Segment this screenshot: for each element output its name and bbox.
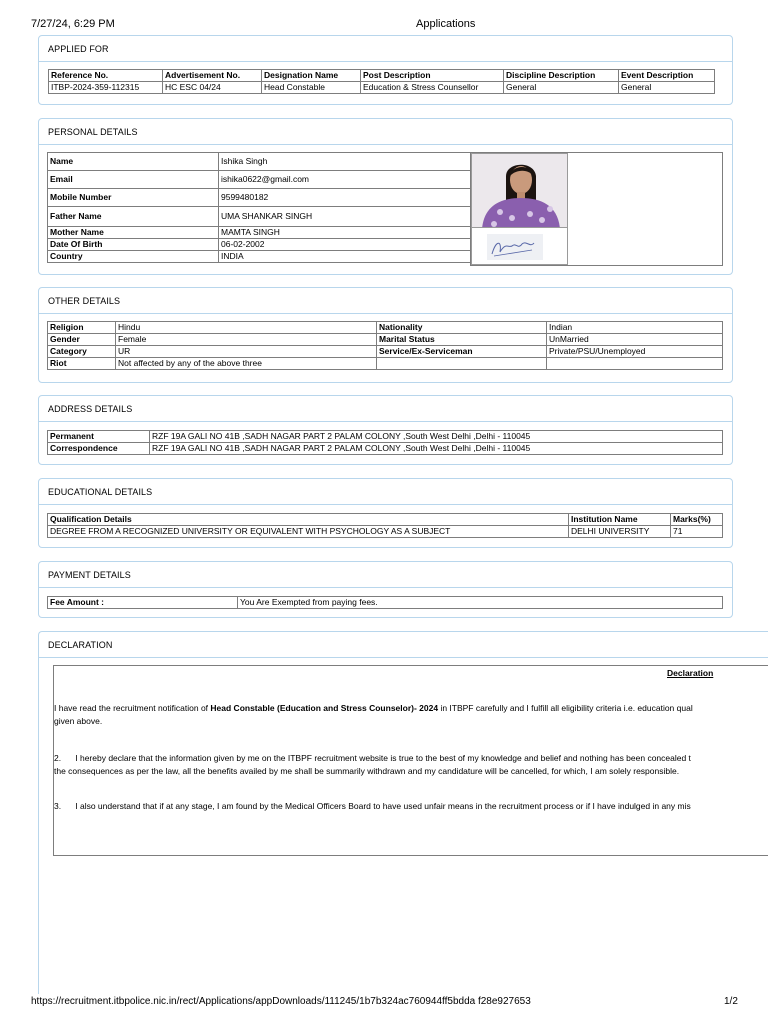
table-row bbox=[48, 251, 471, 263]
page-title: Applications bbox=[416, 18, 476, 30]
marks-header: Marks(%) bbox=[671, 514, 723, 526]
applied-for-heading: APPLIED FOR bbox=[39, 36, 732, 62]
payment-details-panel bbox=[38, 561, 733, 618]
correspondence-address-value: RZF 19A GALI NO 41B ,SADH NAGAR PART 2 PALAM COLONY ,South West Delhi ,Delhi - 110045 bbox=[150, 443, 723, 455]
mother-name-label: Mother Name bbox=[48, 227, 219, 239]
address-details-table bbox=[47, 430, 723, 455]
table-row bbox=[48, 153, 471, 171]
other-details-table bbox=[47, 321, 723, 370]
table-cell: Education & Stress Counsellor bbox=[361, 82, 504, 94]
declaration-text: I have read the recruitment notification of bbox=[54, 703, 211, 713]
signature-image bbox=[472, 228, 569, 266]
table-row bbox=[48, 171, 471, 189]
nationality-label: Nationality bbox=[377, 322, 547, 334]
table-row bbox=[48, 443, 723, 455]
gender-value: Female bbox=[116, 334, 377, 346]
declaration-box bbox=[53, 665, 768, 856]
permanent-address-value: RZF 19A GALI NO 41B ,SADH NAGAR PART 2 PALAM COLONY ,South West Delhi ,Delhi - 110045 bbox=[150, 431, 723, 443]
declaration-paragraph-2: 2. I hereby declare that the information given by me on the ITBPF recruitment website is true to the best of my knowledge and belief and nothing has been concealed t bbox=[54, 753, 691, 763]
table-row bbox=[48, 431, 723, 443]
institution-header: Institution Name bbox=[569, 514, 671, 526]
page-number: 1/2 bbox=[724, 996, 738, 1007]
nationality-value: Indian bbox=[547, 322, 723, 334]
empty-cell bbox=[547, 358, 723, 370]
name-label: Name bbox=[48, 153, 219, 171]
column-header: Reference No. bbox=[49, 70, 163, 82]
column-header: Event Description bbox=[619, 70, 715, 82]
qualification-header: Qualification Details bbox=[48, 514, 569, 526]
permanent-address-label: Permanent bbox=[48, 431, 150, 443]
religion-value: Hindu bbox=[116, 322, 377, 334]
column-header: Advertisement No. bbox=[163, 70, 262, 82]
table-cell: General bbox=[504, 82, 619, 94]
table-row bbox=[48, 358, 723, 370]
table-row bbox=[48, 334, 723, 346]
religion-label: Religion bbox=[48, 322, 116, 334]
category-value: UR bbox=[116, 346, 377, 358]
table-row bbox=[48, 207, 471, 227]
marital-status-value: UnMarried bbox=[547, 334, 723, 346]
applicant-photo-image bbox=[472, 154, 568, 228]
declaration-paragraph-1-cont: given above. bbox=[54, 716, 103, 726]
service-label: Service/Ex-Serviceman bbox=[377, 346, 547, 358]
marital-status-label: Marital Status bbox=[377, 334, 547, 346]
fee-amount-label: Fee Amount : bbox=[48, 597, 238, 609]
name-value: Ishika Singh bbox=[219, 153, 471, 171]
declaration-paragraph-1 bbox=[54, 702, 768, 715]
address-details-heading: ADDRESS DETAILS bbox=[39, 396, 732, 422]
print-date: 7/27/24, 6:29 PM bbox=[31, 18, 115, 30]
declaration-paragraph-2-cont: the consequences as per the law, all the benefits availed by me shall be summarily withdrawn and my candidature will be cancelled, for which, I am solely responsible. bbox=[54, 766, 680, 776]
table-cell: ITBP-2024-359-112315 bbox=[49, 82, 163, 94]
table-header-row bbox=[49, 70, 715, 82]
personal-details-table bbox=[47, 152, 471, 263]
educational-details-table bbox=[47, 513, 723, 538]
applicant-photo bbox=[471, 153, 568, 228]
correspondence-address-label: Correspondence bbox=[48, 443, 150, 455]
mother-name-value: MAMTA SINGH bbox=[219, 227, 471, 239]
dob-label: Date Of Birth bbox=[48, 239, 219, 251]
table-row bbox=[48, 239, 471, 251]
table-row bbox=[48, 189, 471, 207]
dob-value: 06-02-2002 bbox=[219, 239, 471, 251]
payment-details-heading: PAYMENT DETAILS bbox=[39, 562, 732, 588]
table-header-row bbox=[48, 514, 723, 526]
table-row bbox=[49, 82, 715, 94]
father-name-label: Father Name bbox=[48, 207, 219, 227]
applied-for-table bbox=[48, 69, 715, 94]
table-row bbox=[48, 227, 471, 239]
fee-amount-value: You Are Exempted from paying fees. bbox=[238, 597, 723, 609]
riot-label: Riot bbox=[48, 358, 116, 370]
table-cell: HC ESC 04/24 bbox=[163, 82, 262, 94]
riot-value: Not affected by any of the above three bbox=[116, 358, 377, 370]
table-row bbox=[48, 322, 723, 334]
country-value: INDIA bbox=[219, 251, 471, 263]
applicant-signature bbox=[471, 227, 568, 265]
service-value: Private/PSU/Unemployed bbox=[547, 346, 723, 358]
declaration-heading: DECLARATION bbox=[39, 632, 768, 658]
marks-value: 71 bbox=[671, 526, 723, 538]
footer-url: https://recruitment.itbpolice.nic.in/rect/Applications/appDownloads/111245/1b7b324ac760944ff5bdda f28e927653 bbox=[31, 996, 531, 1007]
payment-details-table bbox=[47, 596, 723, 609]
column-header: Designation Name bbox=[262, 70, 361, 82]
column-header: Post Description bbox=[361, 70, 504, 82]
declaration-paragraph-3: 3. I also understand that if at any stage, I am found by the Medical Officers Board to have used unfair means in the recruitment process or if I have indulged in any mis bbox=[54, 801, 691, 811]
category-label: Category bbox=[48, 346, 116, 358]
declaration-title: Declaration bbox=[667, 668, 714, 678]
mobile-label: Mobile Number bbox=[48, 189, 219, 207]
empty-cell bbox=[377, 358, 547, 370]
country-label: Country bbox=[48, 251, 219, 263]
mobile-value: 9599480182 bbox=[219, 189, 471, 207]
father-name-value: UMA SHANKAR SINGH bbox=[219, 207, 471, 227]
qualification-value: DEGREE FROM A RECOGNIZED UNIVERSITY OR EQUIVALENT WITH PSYCHOLOGY AS A SUBJECT bbox=[48, 526, 569, 538]
table-row bbox=[48, 346, 723, 358]
table-cell: Head Constable bbox=[262, 82, 361, 94]
educational-details-heading: EDUCATIONAL DETAILS bbox=[39, 479, 732, 505]
personal-details-heading: PERSONAL DETAILS bbox=[39, 119, 732, 145]
institution-value: DELHI UNIVERSITY bbox=[569, 526, 671, 538]
post-name-bold: Head Constable (Education and Stress Counselor)- 2024 bbox=[210, 703, 439, 713]
declaration-text: in ITBPF carefully and I fulfill all eligibility criteria i.e. education qual bbox=[438, 703, 693, 713]
gender-label: Gender bbox=[48, 334, 116, 346]
table-row bbox=[48, 597, 723, 609]
table-cell: General bbox=[619, 82, 715, 94]
other-details-heading: OTHER DETAILS bbox=[39, 288, 732, 314]
table-row bbox=[48, 526, 723, 538]
column-header: Discipline Description bbox=[504, 70, 619, 82]
email-value: ishika0622@gmail.com bbox=[219, 171, 471, 189]
email-label: Email bbox=[48, 171, 219, 189]
